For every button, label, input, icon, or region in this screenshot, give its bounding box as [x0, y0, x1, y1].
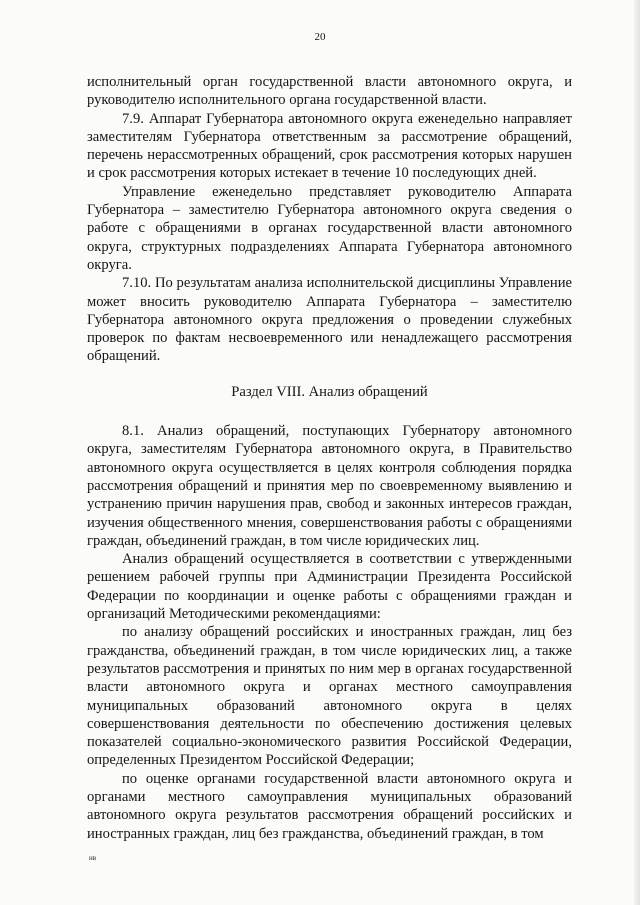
section-heading: Раздел VIII. Анализ обращений	[231, 383, 428, 400]
paragraph-7-10: 7.10. По результатам анализа исполнительской дисциплины Управление может вносить руководителю Аппарата Губернатора – заместителю Губернатора автономного округа предложения о проведении служебных проверок по фактам несвоевременного или ненадлежащего рассмотрения обращений.	[87, 275, 572, 365]
footer-initials: нв	[89, 854, 97, 862]
paragraph-8-1: 8.1. Анализ обращений, поступающих Губернатору автономного округа, заместителям Губернатора автономного округа, в Правительство автономного округа осуществляется в целях контроля соблюдения порядка рассмотрения обращений и принятия мер по своевременному выявлению и устранению причин нарушения прав, свобод и законных интересов граждан, изучения общественного мнения, совершенствования работы с обращениями граждан, объединений граждан, в том числе юридических лиц.	[87, 423, 572, 549]
paragraph-analysis-basis: Анализ обращений осуществляется в соответствии с утвержденными решением рабочей группы при Администрации Президента Российской Федерации по координации и оценке работы с обращениями граждан и организаций Методическими рекомендациями:	[87, 551, 572, 623]
paragraph-management-weekly: Управление еженедельно представляет руководителю Аппарата Губернатора – заместителю Губернатора автономного округа сведения о работе с обращениями в органах государственной власти автономного округа, структурных подразделениях Аппарата Губернатора автономного округа.	[87, 183, 572, 273]
scan-edge	[634, 0, 640, 905]
paragraph-analysis-item-1: по анализу обращений российских и иностранных граждан, лиц без гражданства, объединений граждан, в том числе юридических лиц, а также результатов рассмотрения и принятых по ним мер в органах государственной власти автономного округа и органах местного самоуправления муниципальных образований автономного округа в целях совершенствования деятельности по обеспечению достижения целевых показателей социально-экономического развития Российской Федерации, определенных Президентом Российской Федерации;	[87, 624, 572, 769]
document-body	[87, 73, 572, 843]
paragraph-7-9: 7.9. Аппарат Губернатора автономного округа еженедельно направляет заместителям Губернатора ответственным за рассмотрение обращений, перечень нерассмотренных обращений, срок рассмотрения которых нарушен и срок рассмотрения которых истекает в течение 10 последующих дней.	[87, 110, 572, 182]
page-number: 20	[314, 31, 326, 43]
paragraph-analysis-item-2: по оценке органами государственной власти автономного округа и органами местного самоуправления муниципальных образований автономного округа результатов рассмотрения обращений российских и иностранных граждан, лиц без гражданства, объединений граждан, в том	[87, 770, 572, 842]
paragraph-continuation: исполнительный орган государственной власти автономного округа, и руководителю исполнительного органа государственной власти.	[87, 74, 572, 109]
